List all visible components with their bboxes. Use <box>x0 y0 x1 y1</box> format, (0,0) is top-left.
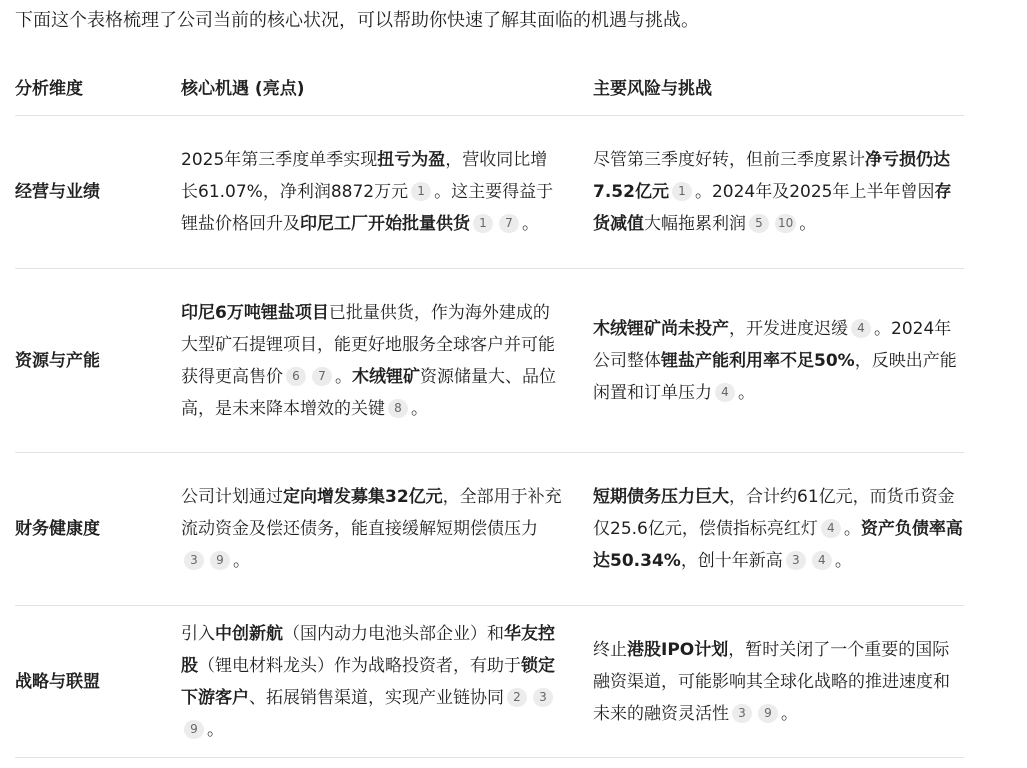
citation-badge[interactable]: 6 <box>286 367 306 386</box>
table-row <box>15 453 964 606</box>
citation-badge[interactable]: 9 <box>184 720 204 739</box>
row-dimension: 战略与联盟 <box>15 671 100 692</box>
bold-text: 华友控股 <box>181 623 555 676</box>
bold-text: 锂盐产能利用率不足50% <box>661 350 855 371</box>
text-run: 已批量供货，作为海外建成的大型矿石提锂项目，能更好地服务全球客户并可能获得更高售价 <box>181 302 555 387</box>
citation-badge[interactable]: 3 <box>533 688 553 707</box>
intro-text: 下面这个表格梳理了公司当前的核心状况，可以帮助你快速了解其面临的机遇与挑战。 <box>15 10 699 31</box>
text-run: 。 <box>207 719 224 740</box>
text-run: 。 <box>411 398 428 419</box>
row-opportunity <box>181 473 593 585</box>
text-run: 。 <box>233 551 250 571</box>
citation-badge[interactable]: 1 <box>473 214 493 233</box>
text-run: 。 <box>335 366 352 387</box>
text-run: 。 <box>781 703 798 724</box>
citation-badge[interactable]: 5 <box>749 214 769 233</box>
text-run: ，暂时关闭了一个重要的国际融资渠道，可能影响其全球化战略的推进速度和未来的融资灵活性 <box>593 639 950 724</box>
text-run: 。2024年公司整体 <box>593 318 952 371</box>
text-run: （锂电材料龙头）作为战略投资者，有助于 <box>198 655 521 676</box>
header-risk: 主要风险与挑战 <box>593 78 712 99</box>
bold-text: 存货减值 <box>593 182 952 234</box>
text-run: 公司计划通过 <box>181 487 283 507</box>
bold-text: 木绒锂矿尚未投产 <box>593 318 729 339</box>
citation-badge[interactable]: 3 <box>732 704 752 723</box>
text-run: 引入 <box>181 623 215 644</box>
text-run: 大幅拖累利润 <box>644 214 746 234</box>
text-run: 2025年第三季度单季实现 <box>181 150 378 170</box>
text-run: 尽管第三季度好转，但前三季度累计 <box>593 150 865 170</box>
row-opportunity <box>181 610 593 754</box>
table-row <box>15 269 964 453</box>
bold-text: 木绒锂矿 <box>352 366 420 387</box>
bold-text: 净亏损仍达7.52亿元 <box>593 150 950 202</box>
citation-badge[interactable]: 3 <box>184 551 204 570</box>
row-risk <box>593 626 964 738</box>
row-opportunity <box>181 289 593 433</box>
row-dimension: 财务健康度 <box>15 519 100 539</box>
text-run: 资源储量大、品位高，是未来降本增效的关键 <box>181 366 556 419</box>
citation-badge[interactable]: 7 <box>499 214 519 233</box>
text-run: 。这主要得益于锂盐价格回升及 <box>181 182 554 234</box>
bold-text: 资产负债率高达50.34% <box>593 519 963 571</box>
bold-text: 短期债务压力巨大 <box>593 487 729 507</box>
text-run: ，创十年新高 <box>680 551 783 571</box>
row-dimension: 经营与业绩 <box>15 182 100 202</box>
citation-badge[interactable]: 7 <box>312 367 332 386</box>
citation-badge[interactable]: 9 <box>758 704 778 723</box>
row-risk <box>593 136 964 248</box>
bold-text: 锁定下游客户 <box>181 655 555 708</box>
analysis-table <box>15 62 964 758</box>
citation-badge[interactable]: 4 <box>821 519 841 538</box>
citation-badge[interactable]: 3 <box>786 551 806 570</box>
text-run: （国内动力电池头部企业）和 <box>283 623 504 644</box>
header-dimension: 分析维度 <box>15 78 83 99</box>
citation-badge[interactable]: 10 <box>775 214 796 233</box>
text-run: 。 <box>522 214 539 234</box>
citation-badge[interactable]: 2 <box>507 688 527 707</box>
citation-badge[interactable]: 1 <box>411 182 431 201</box>
citation-badge[interactable]: 4 <box>812 551 832 570</box>
text-run: ，合计约61亿元，而货币资金仅25.6亿元，偿债指标亮红灯 <box>593 487 955 539</box>
bold-text: 定向增发募集32亿元 <box>283 487 443 507</box>
row-opportunity <box>181 136 593 248</box>
row-risk <box>593 305 964 417</box>
text-run: 。 <box>834 551 852 571</box>
row-dimension: 资源与产能 <box>15 350 100 371</box>
text-run: 。 <box>799 214 817 234</box>
table-row <box>15 116 964 269</box>
citation-badge[interactable]: 1 <box>672 182 692 201</box>
text-run: ，反映出产能闲置和订单压力 <box>593 350 957 403</box>
citation-badge[interactable]: 4 <box>715 383 735 402</box>
text-run: ，全部用于补充流动资金及偿还债务，能直接缓解短期偿债压力 <box>181 487 562 539</box>
text-run: ，营收同比增长61.07%，净利润8872万元 <box>181 150 548 202</box>
bold-text: 扭亏为盈 <box>377 150 446 170</box>
bold-text: 港股IPO计划 <box>627 639 729 660</box>
citation-badge[interactable]: 8 <box>388 399 408 418</box>
bold-text: 中创新航 <box>215 623 283 644</box>
text-run: 、拓展销售渠道，实现产业链协同 <box>249 687 504 708</box>
text-run: ，开发进度迟缓 <box>729 318 848 339</box>
text-run: 。 <box>738 382 755 403</box>
text-run: 。 <box>843 519 861 539</box>
row-risk <box>593 473 964 585</box>
citation-badge[interactable]: 4 <box>851 319 871 338</box>
table-header-row <box>15 62 964 116</box>
bold-text: 印尼6万吨锂盐项目 <box>181 302 329 323</box>
citation-badge[interactable]: 9 <box>210 551 230 570</box>
text-run: 。2024年及2025年上半年曾因 <box>694 182 935 202</box>
header-opportunity: 核心机遇 (亮点) <box>181 78 305 99</box>
text-run: 终止 <box>593 639 627 660</box>
table-row <box>15 606 964 758</box>
bold-text: 印尼工厂开始批量供货 <box>300 214 470 234</box>
